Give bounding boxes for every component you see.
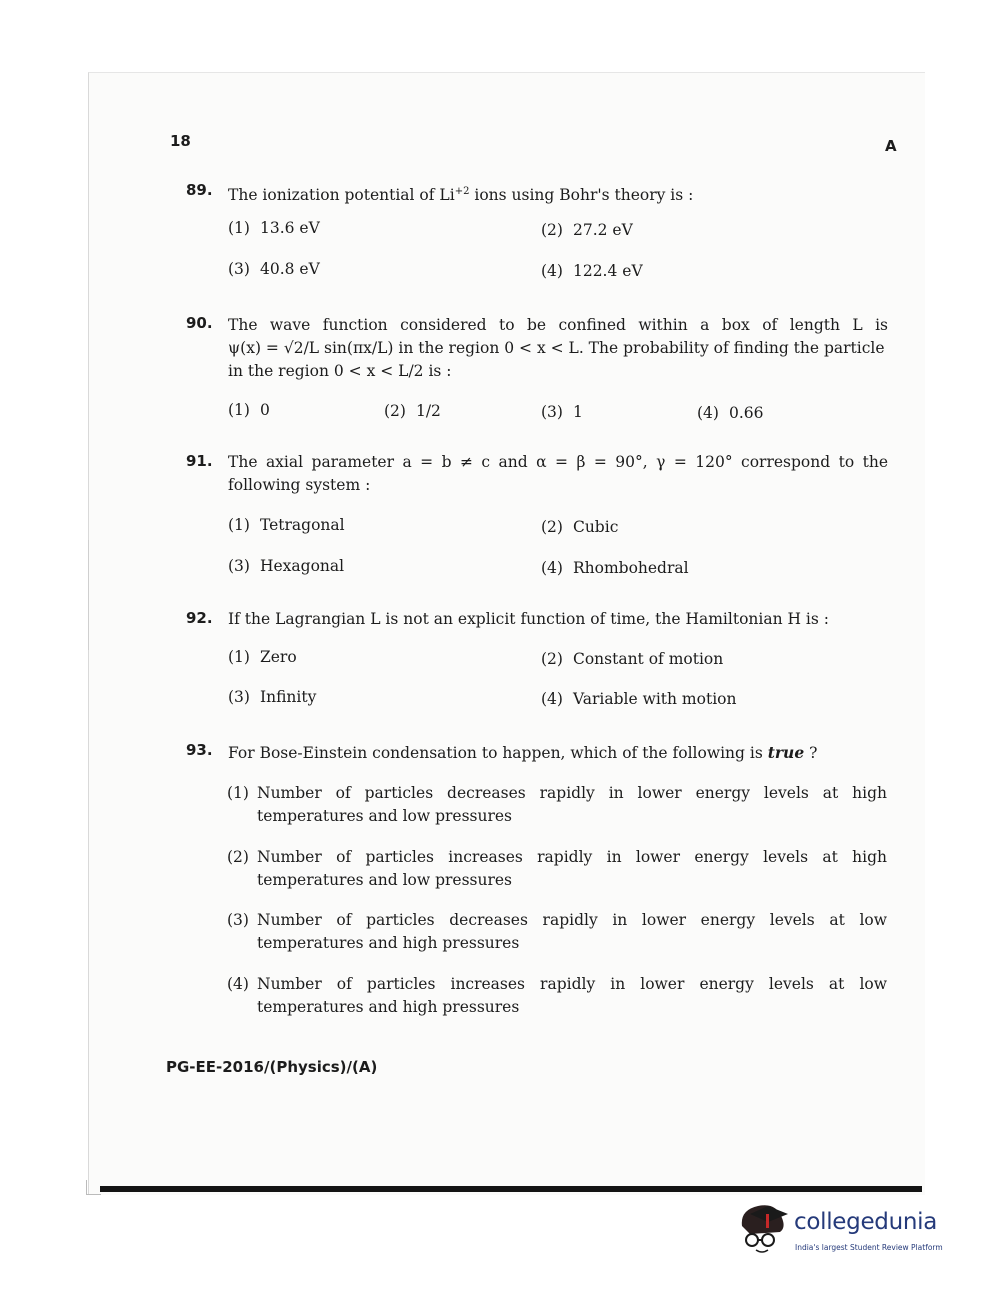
option: (2) 27.2 eV [541, 221, 633, 239]
set-letter: A [885, 137, 897, 155]
option: (1) 13.6 eV [228, 219, 320, 237]
question-text: If the Lagrangian L is not an explicit function of time, the Hamiltonian H is : [228, 610, 829, 628]
question-text: The ionization potential of $Li^{+2}$ ions using Bohr's theory is : [228, 186, 694, 205]
option: (1) Zero [228, 648, 297, 666]
option: (4) Number of particles increases rapidly in lower energy levels at low temperatures and high pressures [227, 975, 887, 1016]
logo-tagline: India's largest Student Review Platform [795, 1243, 943, 1252]
question-text: The axial parameter a = b ≠ c and α = β = 90°, γ = 120° correspond to the following system : [228, 453, 888, 494]
option: (4) 122.4 eV [541, 262, 643, 280]
option: (3) Infinity [228, 688, 317, 706]
option: (2) Cubic [541, 518, 619, 536]
page-corner [86, 1180, 101, 1195]
student-mascot-icon [736, 1200, 794, 1260]
question-number: 93. [186, 741, 213, 759]
question-text: The wave function considered to be confined within a box of length L is ψ(x) = √2/L sin(πx/L) in the region 0 < x < L. The probability of finding the particle in the region 0 < x < L/2 is : [228, 316, 888, 380]
option: (2) 1/2 [384, 402, 441, 420]
option: (2) Constant of motion [541, 650, 724, 668]
option: (3) Hexagonal [228, 557, 345, 575]
exam-page-sheet [88, 72, 925, 1195]
page-bottom-edge [100, 1186, 922, 1192]
option: (4) Variable with motion [541, 690, 737, 708]
option: (4) Rhombohedral [541, 559, 689, 577]
option: (1) 0 [228, 401, 270, 419]
option: (3) Number of particles decreases rapidly in lower energy levels at low temperatures and high pressures [227, 911, 887, 952]
logo-name: collegedunia [794, 1209, 938, 1235]
question-number: 92. [186, 609, 213, 627]
question-number: 91. [186, 452, 213, 470]
binding-marks [66, 540, 89, 650]
option: (2) Number of particles increases rapidly in lower energy levels at high temperatures and low pressures [227, 848, 887, 889]
question-number: 90. [186, 314, 213, 332]
collegedunia-logo[interactable] [736, 1200, 966, 1260]
page-number: 18 [170, 132, 191, 150]
question-text: For Bose-Einstein condensation to happen, which of the following is true ? [228, 743, 818, 762]
question-number: 89. [186, 181, 213, 199]
option: (1) Tetragonal [228, 516, 345, 534]
paper-code: PG-EE-2016/(Physics)/(A) [166, 1058, 378, 1076]
option: (3) 1 [541, 403, 583, 421]
option: (3) 40.8 eV [228, 260, 320, 278]
option: (1) Number of particles decreases rapidly in lower energy levels at high temperatures and low pressures [227, 784, 887, 825]
option: (4) 0.66 [697, 404, 764, 422]
